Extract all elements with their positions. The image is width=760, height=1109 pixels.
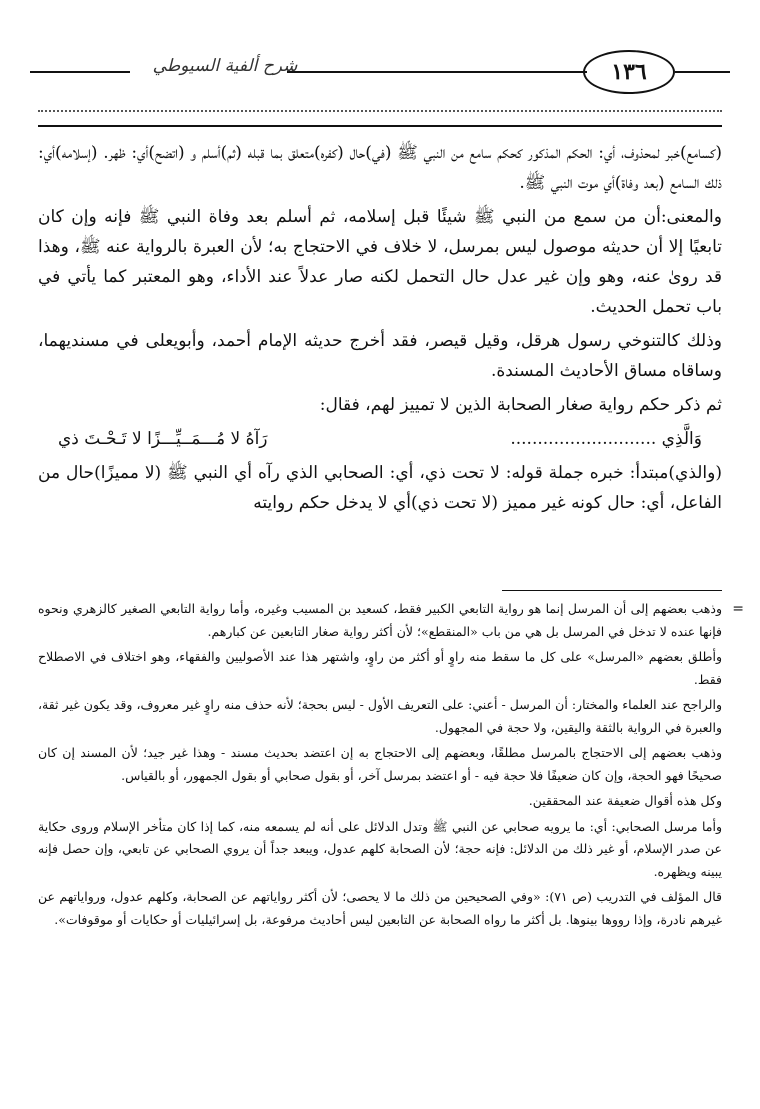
paragraph: وذلك كالتنوخي رسول هرقل، وقيل قيصر، فقد أخرج حديثه الإمام أحمد، وأبويعلى في مسنديهما، وساقاه مساق الأحاديث المسندة.: [38, 331, 722, 381]
footnote-paragraph: وكل هذه أقوال ضعيفة عند المحققين.: [528, 793, 722, 808]
footnote-paragraph: وذهب بعضهم إلى الاحتجاج بالمرسل مطلقًا، وبعضهم إلى الاحتجاج به إن اعتضد بحديث مسند - وهذا غير جيد؛ لأن المسند إن كان صحيحًا فهو الحجة، وإن كان ضعيفًا فلا حجة فيه - أو اعتضد بمرسل آخر، أو بقول صحابي أو بقول الجمهور، أو بالقياس.: [38, 745, 722, 783]
main-text: [38, 138, 722, 522]
header-divider: [38, 125, 722, 127]
running-title: شرح ألفية السيوطي: [152, 56, 298, 76]
footnote-separator: [502, 590, 722, 591]
verse-line: [38, 424, 722, 454]
page-header: [30, 50, 730, 98]
footnote-paragraph: والراجح عند العلماء والمختار: أن المرسل - أعني: على التعريف الأول - ليس بحجة؛ لأنه حذف منه راوٍ غير معروف، وقد يكون غير ثقة، والعبرة في الرواية بالثقة واليقين، ولا حجة في المجهول.: [38, 697, 722, 735]
footnote-continuation-mark: =: [732, 601, 744, 617]
paragraph: (كسامع)خبر لمحذوف، أي: الحكم المذكور كحكم سامع من النبي ﷺ (في)حال (كفره)متعلق بما قبله (ثم)أسلم و (اتضح)أي: ظهر. (إسلامه)أي: ذلك السامع (بعد وفاة)أي موت النبي ﷺ.: [38, 143, 722, 193]
paragraph: والمعنى:أن من سمع من النبي ﷺ شيئًا قبل إسلامه، ثم أسلم بعد وفاة النبي ﷺ فإنه وإن كان تابعيًا إلا أن حديثه موصول ليس بمرسل، لا خلاف في الاحتجاج به؛ لأن العبرة بالرواية عنه ﷺ، وهذا قد روىٰ عنه، وهو وإن غير عدل حال التحمل لكنه صار عدلاً عند الأداء، وهو المعتبر كما يأتي في باب تحمل الحديث.: [38, 207, 722, 317]
header-rule: [287, 71, 587, 73]
footnote-paragraph: وأما مرسل الصحابي: أي: ما يرويه صحابي عن النبي ﷺ وتدل الدلائل على أنه لم يسمعه منه، كما إذا كان متأخر الإسلام وروى حكاية عن صدر الإسلام، أو غير ذلك من الدلائل: فإنه حجة؛ لأن الصحابة كلهم عدول، ويبعد جداً أن يروي الصحابي عن تابعي، وإن حصل فإنه يبينه ويظهره.: [38, 818, 722, 879]
paragraph: (والذي)مبتدأ: خبره جملة قوله: لا تحت ذي، أي: الصحابي الذي رآه أي النبي ﷺ (لا مميزًا)حال من الفاعل، أي: حال كونه غير مميز (لا تحت ذي)أي لا يدخل حكم روايته: [38, 463, 722, 513]
header-rule: [675, 71, 730, 73]
footnote-paragraph: قال المؤلف في التدريب (ص ٧١): «وفي الصحيحين من ذلك ما لا يحصى؛ لأن أكثر رواياتهم عن الصحابة، وكلهم عدول، ورواياتهم عن غيرهم نادرة، وإذا رووها بينوها. بل أكثر ما رواه الصحابة عن التابعين ليس أحاديث مرفوعة، بل إسرائيليات أو حكايات أو موقوفات».: [38, 889, 723, 927]
footnote-paragraph: وأطلق بعضهم «المرسل» على كل ما سقط منه راوٍ أو أكثر من راوٍ، واشتهر هذا عند الأصوليين والفقهاء، وهو اختلاف في الاصطلاح فقط.: [38, 649, 722, 687]
dotted-divider: [38, 110, 722, 112]
page-number: ١٣٦: [583, 50, 675, 94]
verse-second-hemistich: وَالَّذِي ...........................: [510, 429, 702, 449]
header-rule: [30, 71, 130, 73]
verse-first-hemistich: رَآهُ لا مُـــمَــيِّـــزًا لا تَـحْـتَ ذي: [58, 429, 268, 449]
footnotes: [38, 598, 744, 934]
footnote-paragraph: وذهب بعضهم إلى أن المرسل إنما هو رواية التابعي الكبير فقط، كسعيد بن المسيب وغيره، وأما رواية التابعي الصغير كالزهري ونحوه فإنها عنده لا تدخل في المرسل بل هي من باب «المنقطع»؛ لأن أكثر رواية صغار التابعين عن كبارهم.: [38, 601, 722, 639]
paragraph: ثم ذكر حكم رواية صغار الصحابة الذين لا تمييز لهم، فقال:: [319, 395, 722, 415]
